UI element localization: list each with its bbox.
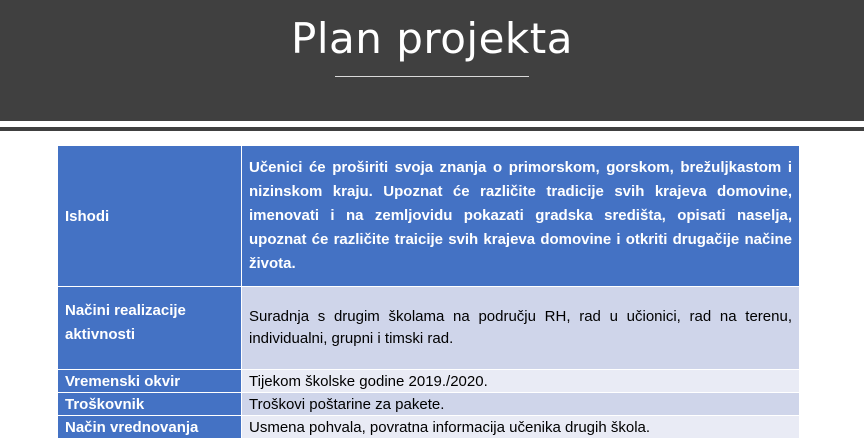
row-value: Učenici će proširiti svoja znanja o primorskom, gorskom, brežuljkastom i nizinskom kraju. Upoznat će različite tradicije svih krajeva domovine, imenovati i na zemljovidu pokazati gradska središta, opisati naselja, upoznat će različite traicije svih krajeva domovine i otkriti drugačije načine života. [242, 146, 800, 287]
slide-title: Plan projekta [291, 14, 573, 63]
row-label: Troškovnik [58, 393, 242, 416]
row-value: Troškovi poštarine za pakete. [242, 393, 800, 416]
row-label: Vremenski okvir [58, 370, 242, 393]
slide-header [0, 0, 864, 121]
row-label: Način vrednovanja [58, 416, 242, 439]
row-label: Načini realizacije aktivnosti [58, 287, 242, 370]
row-label: Ishodi [58, 146, 242, 287]
title-underline [335, 76, 529, 77]
row-value: Suradnja s drugim školama na području RH, rad u učionici, rad na terenu, individualni, grupni i timski rad. [242, 287, 800, 370]
table-row-nacini-realizacije [58, 287, 800, 370]
project-plan-table [57, 145, 800, 439]
row-value: Tijekom školske godine 2019./2020. [242, 370, 800, 393]
table-row-troskovnik [58, 393, 800, 416]
row-value: Usmena pohvala, povratna informacija učenika drugih škola. [242, 416, 800, 439]
table-row-ishodi [58, 146, 800, 287]
table-row-nacin-vrednovanja [58, 416, 800, 439]
table-row-vremenski-okvir [58, 370, 800, 393]
header-divider-band [0, 127, 864, 131]
